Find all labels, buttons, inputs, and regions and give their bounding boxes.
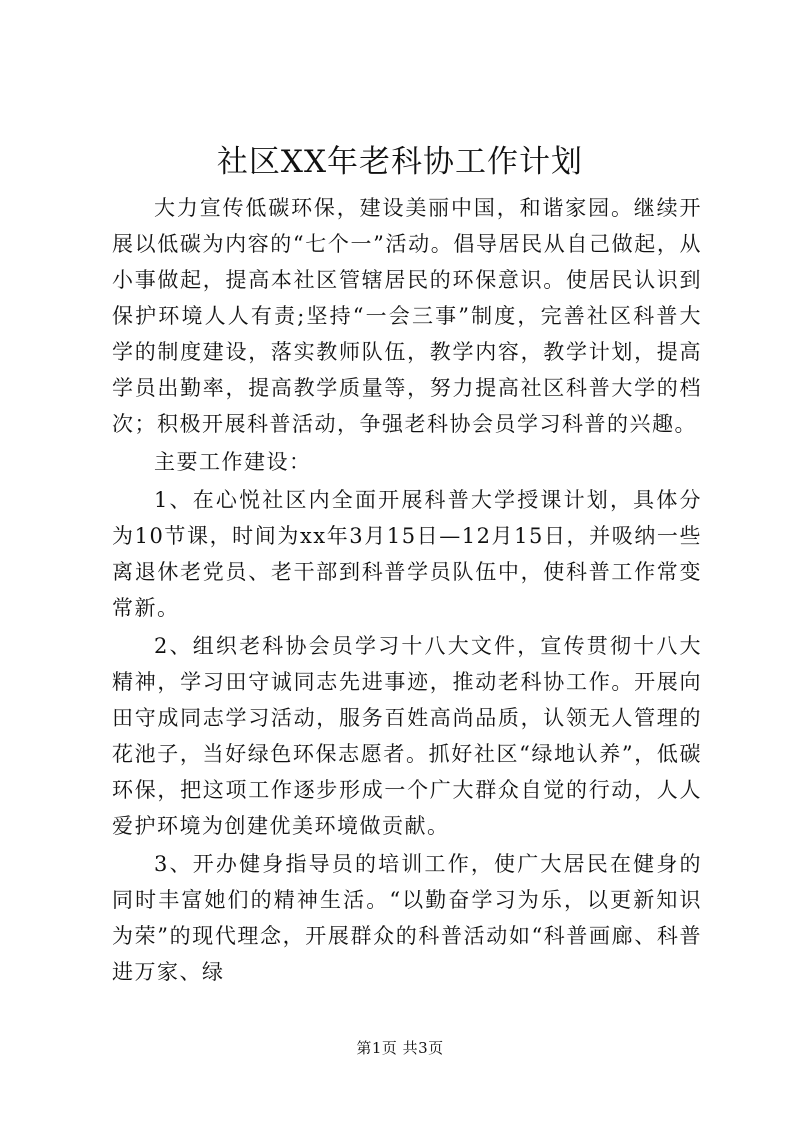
paragraph-main-tasks-heading: 主要工作建设： — [154, 450, 312, 474]
paragraph-item-1: 1、在心悦社区内全面开展科普大学授课计划，具体分为10节课，时间为xx年3月15日—12月15日，并吸纳一些离退休老党员、老干部到科普学员队伍中，使科普工作常变常新。 — [112, 488, 702, 620]
page-number-footer: 第1页 共3页 — [356, 1039, 444, 1057]
document-title: 社区XX年老科协工作计划 — [216, 144, 584, 180]
paragraph-intro: 大力宣传低碳环保，建设美丽中国，和谐家园。继续开展以低碳为内容的“七个一”活动。倡导居民从自己做起，从小事做起，提高本社区管辖居民的环保意识。使居民认识到保护环境人人有责;坚持“一会三事”制度，完善社区科普大学的制度建设，落实教师队伍，教学内容，教学计划，提高学员出勤率，提高教学质量等，努力提高社区科普大学的档次；积极开展科普活动，争强老科协会员学习科普的兴趣。 — [112, 196, 702, 436]
document-body — [112, 190, 702, 990]
paragraph-item-2: 2、组织老科协会员学习十八大文件，宣传贯彻十八大精神，学习田守诚同志先进事迹，推动老科协工作。开展向田守成同志学习活动，服务百姓高尚品质，认领无人管理的花池子，当好绿色环保志愿者。抓好社区“绿地认养”，低碳环保，把这项工作逐步形成一个广大群众自觉的行动，人人爱护环境为创建优美环境做贡献。 — [112, 634, 702, 838]
paragraph-item-3: 3、开办健身指导员的培训工作，使广大居民在健身的同时丰富她们的精神生活。“以勤奋学习为乐，以更新知识为荣”的现代理念，开展群众的科普活动如“科普画廊、科普进万家、绿 — [112, 852, 702, 984]
